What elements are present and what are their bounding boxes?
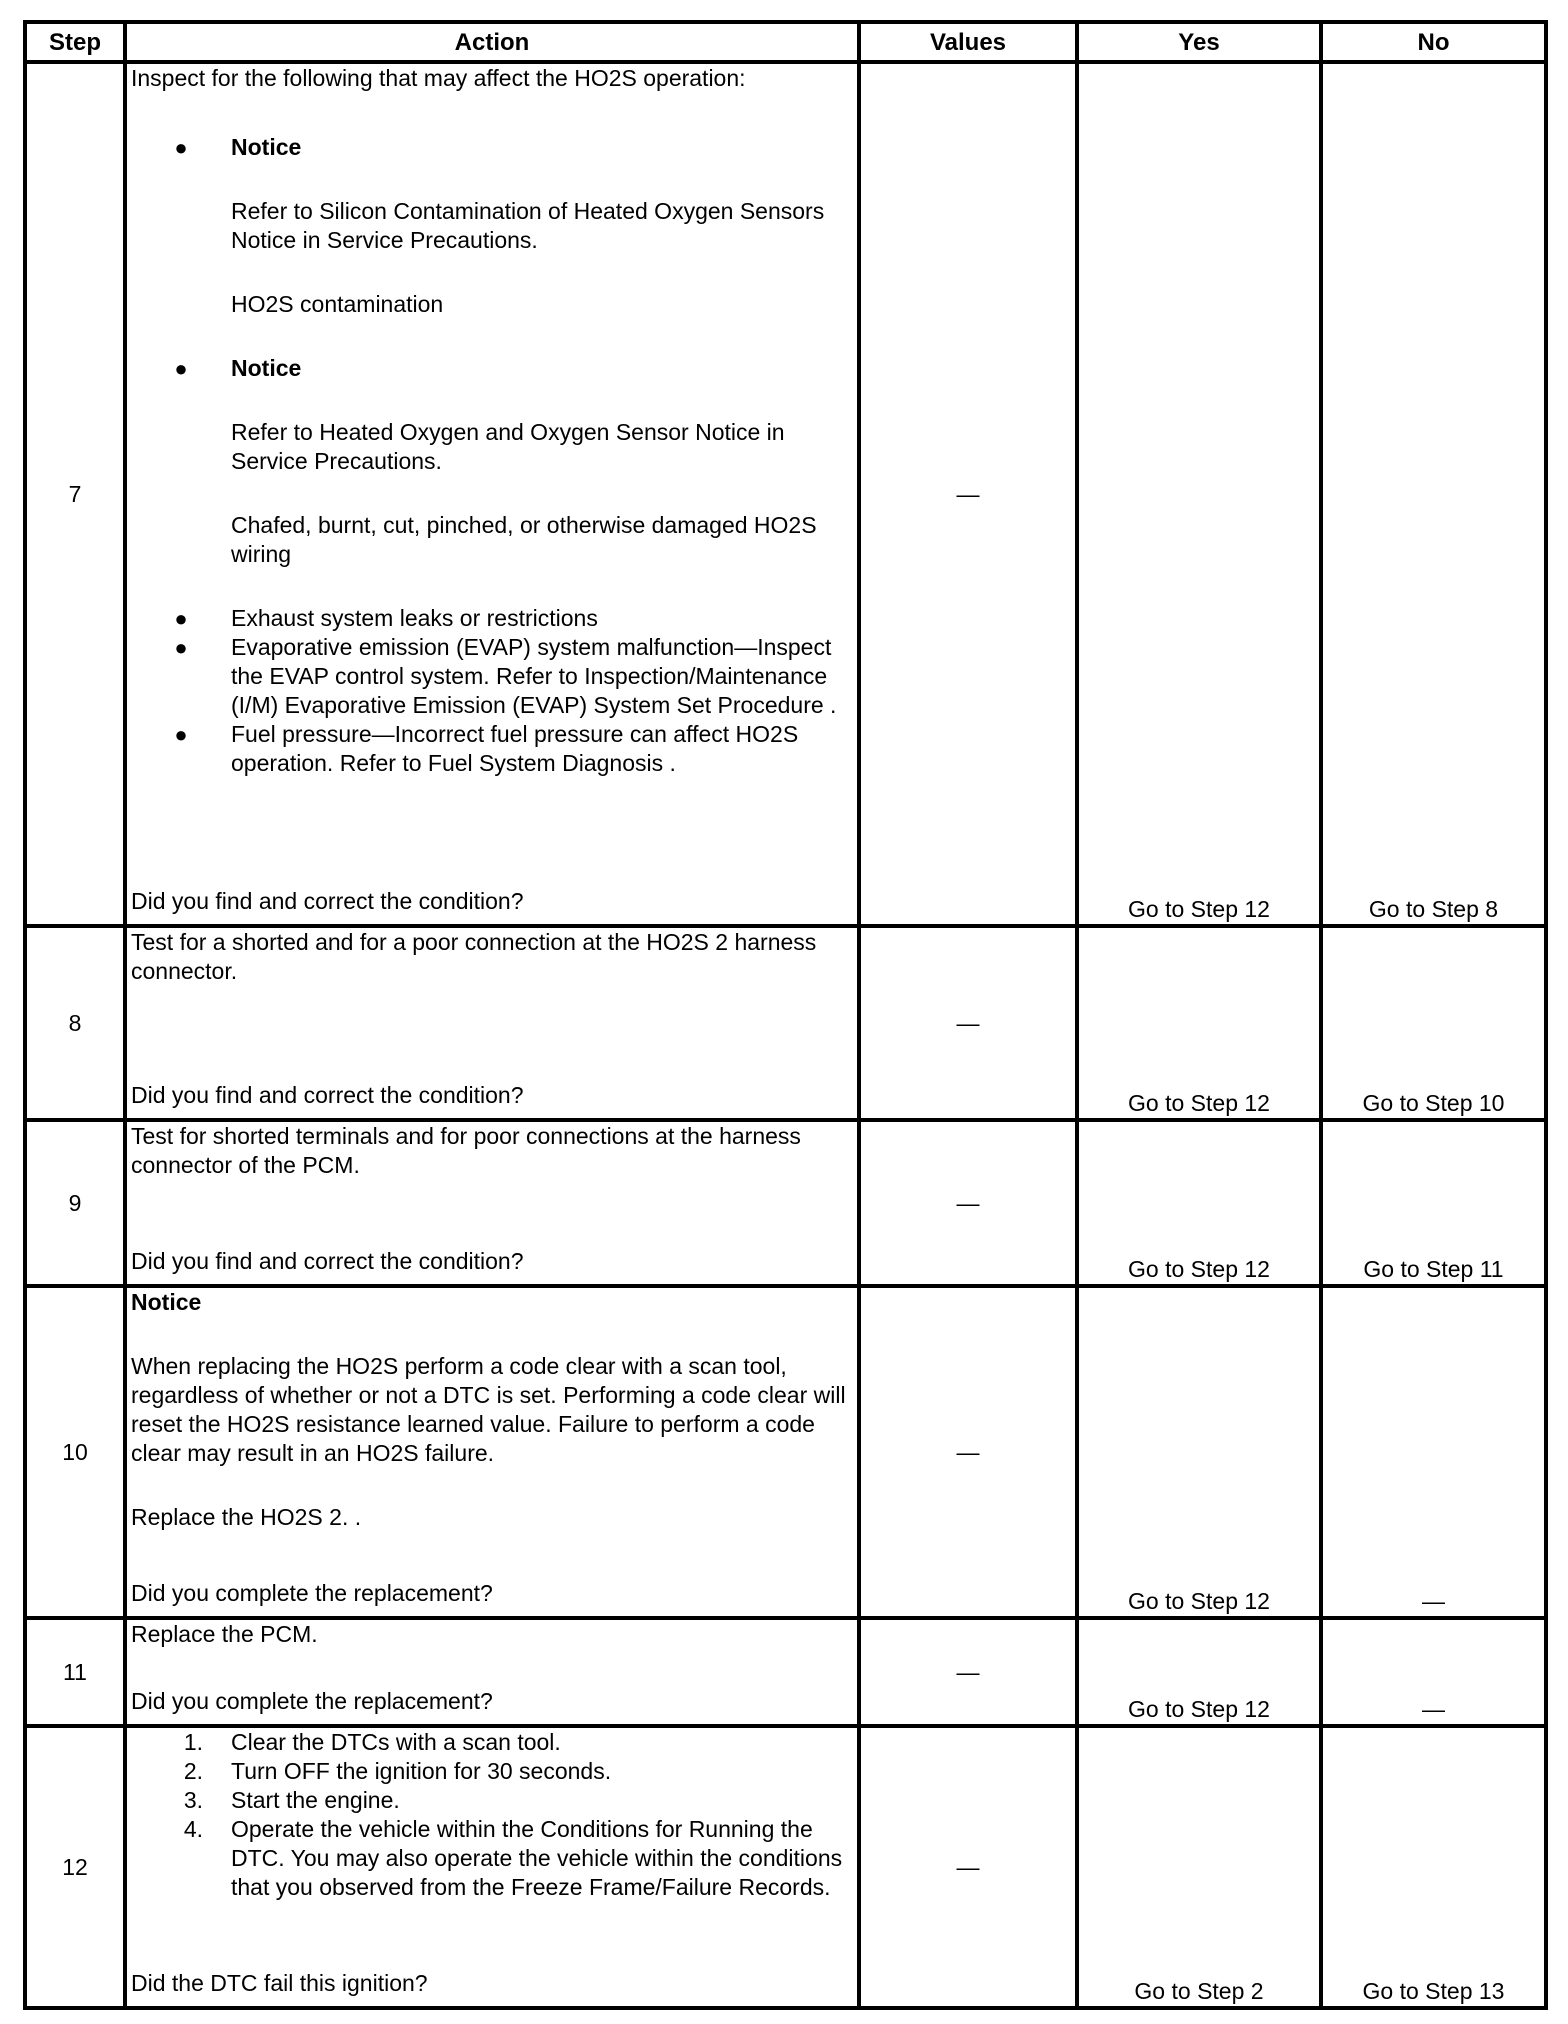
list-number: 2. (183, 1758, 203, 1784)
yes-goto-link: Go to Step 12 (1077, 926, 1321, 1120)
bullet-icon: ● (174, 722, 188, 747)
item-text: Evaporative emission (EVAP) system malfunction—Inspect the EVAP control system. Refer to Inspection/Maintenance (I/M) Evaporative Emission (EVAP) System Set Procedure . (231, 634, 837, 718)
values-cell: — (859, 1618, 1077, 1726)
yes-goto-link: Go to Step 2 (1077, 1726, 1321, 2008)
yes-goto-link: Go to Step 12 (1077, 62, 1321, 926)
notice-label: Notice (231, 134, 302, 160)
action-cell (125, 1726, 859, 2008)
list-item (131, 354, 853, 383)
action-cell (125, 62, 859, 926)
item-text: Operate the vehicle within the Conditions for Running the DTC. You may also operate the vehicle within the conditions that you observed from the Freeze Frame/Failure Records. (231, 1816, 843, 1900)
step-number: 8 (25, 926, 125, 1120)
step-number: 12 (25, 1726, 125, 2008)
no-goto-link: Go to Step 11 (1321, 1120, 1546, 1286)
table-row-step-11 (25, 1618, 1546, 1726)
notice-label: Notice (231, 355, 302, 381)
header-action: Action (125, 22, 859, 62)
action-cell (125, 1286, 859, 1618)
item-text: Fuel pressure—Incorrect fuel pressure can affect HO2S operation. Refer to Fuel System Diagnosis . (231, 721, 799, 776)
values-cell: — (859, 1120, 1077, 1286)
bullet-icon: ● (174, 606, 188, 631)
step-number: 10 (25, 1286, 125, 1618)
action-intro: Inspect for the following that may affect the HO2S operation: (131, 65, 746, 91)
bullet-icon: ● (174, 356, 188, 381)
action-text: Test for shorted terminals and for poor connections at the harness connector of the PCM. (131, 1123, 801, 1178)
header-no: No (1321, 22, 1546, 62)
item-text: Chafed, burnt, cut, pinched, or otherwise damaged HO2S wiring (231, 512, 817, 567)
list-item (131, 1786, 853, 1815)
notice-label: Notice (131, 1289, 202, 1315)
yes-goto-link: Go to Step 12 (1077, 1286, 1321, 1618)
list-item (131, 720, 853, 778)
step-number: 7 (25, 62, 125, 926)
action-text: Replace the PCM. (131, 1621, 318, 1647)
notice-text: Refer to Heated Oxygen and Oxygen Sensor Notice in Service Precautions. (231, 419, 785, 474)
action-question: Did you find and correct the condition? (131, 1082, 524, 1108)
action-cell (125, 926, 859, 1120)
table-row-step-9 (25, 1120, 1546, 1286)
no-goto-link: Go to Step 10 (1321, 926, 1546, 1120)
action-question: Did you find and correct the condition? (131, 1248, 524, 1274)
action-question: Did you complete the replacement? (131, 1580, 493, 1606)
table-row-step-12 (25, 1726, 1546, 2008)
item-text: Turn OFF the ignition for 30 seconds. (231, 1758, 612, 1784)
action-cell (125, 1618, 859, 1726)
action-question: Did you find and correct the condition? (131, 888, 524, 914)
bullet-icon: ● (174, 635, 188, 660)
list-number: 1. (183, 1729, 203, 1755)
values-cell: — (859, 1726, 1077, 2008)
diagnostic-table (23, 20, 1548, 2010)
list-item (131, 1728, 853, 1757)
table-row-step-10 (25, 1286, 1546, 1618)
header-yes: Yes (1077, 22, 1321, 62)
values-cell: — (859, 1286, 1077, 1618)
notice-text: When replacing the HO2S perform a code clear with a scan tool, regardless of whether or not a DTC is set. Performing a code clear will reset the HO2S resistance learned value. Failure to perform a code clear may result in an HO2S failure. (131, 1353, 846, 1466)
action-question: Did the DTC fail this ignition? (131, 1970, 428, 1996)
list-item (131, 133, 853, 162)
yes-goto-link: Go to Step 12 (1077, 1120, 1321, 1286)
list-item (131, 604, 853, 633)
header-values: Values (859, 22, 1077, 62)
notice-text: Refer to Silicon Contamination of Heated Oxygen Sensors Notice in Service Precautions. (231, 198, 825, 253)
item-text: Exhaust system leaks or restrictions (231, 605, 598, 631)
list-item (131, 1815, 853, 1902)
item-text: HO2S contamination (231, 291, 444, 317)
list-number: 3. (183, 1787, 203, 1813)
yes-goto-link: Go to Step 12 (1077, 1618, 1321, 1726)
step-number: 11 (25, 1618, 125, 1726)
table-row-step-8 (25, 926, 1546, 1120)
no-value: — (1321, 1286, 1546, 1618)
no-goto-link: Go to Step 8 (1321, 62, 1546, 926)
step-number: 9 (25, 1120, 125, 1286)
bullet-icon: ● (174, 135, 188, 160)
list-number: 4. (183, 1816, 203, 1842)
item-text: Start the engine. (231, 1787, 400, 1813)
values-cell: — (859, 926, 1077, 1120)
item-text: Clear the DTCs with a scan tool. (231, 1729, 561, 1755)
header-row (25, 22, 1546, 62)
action-question: Did you complete the replacement? (131, 1688, 493, 1714)
list-item (131, 633, 853, 720)
action-cell (125, 1120, 859, 1286)
no-goto-link: Go to Step 13 (1321, 1726, 1546, 2008)
action-text: Test for a shorted and for a poor connection at the HO2S 2 harness connector. (131, 929, 817, 984)
values-cell: — (859, 62, 1077, 926)
no-value: — (1321, 1618, 1546, 1726)
table-row-step-7 (25, 62, 1546, 926)
action-text: Replace the HO2S 2. . (131, 1504, 362, 1530)
header-step: Step (25, 22, 125, 62)
list-item (131, 1757, 853, 1786)
